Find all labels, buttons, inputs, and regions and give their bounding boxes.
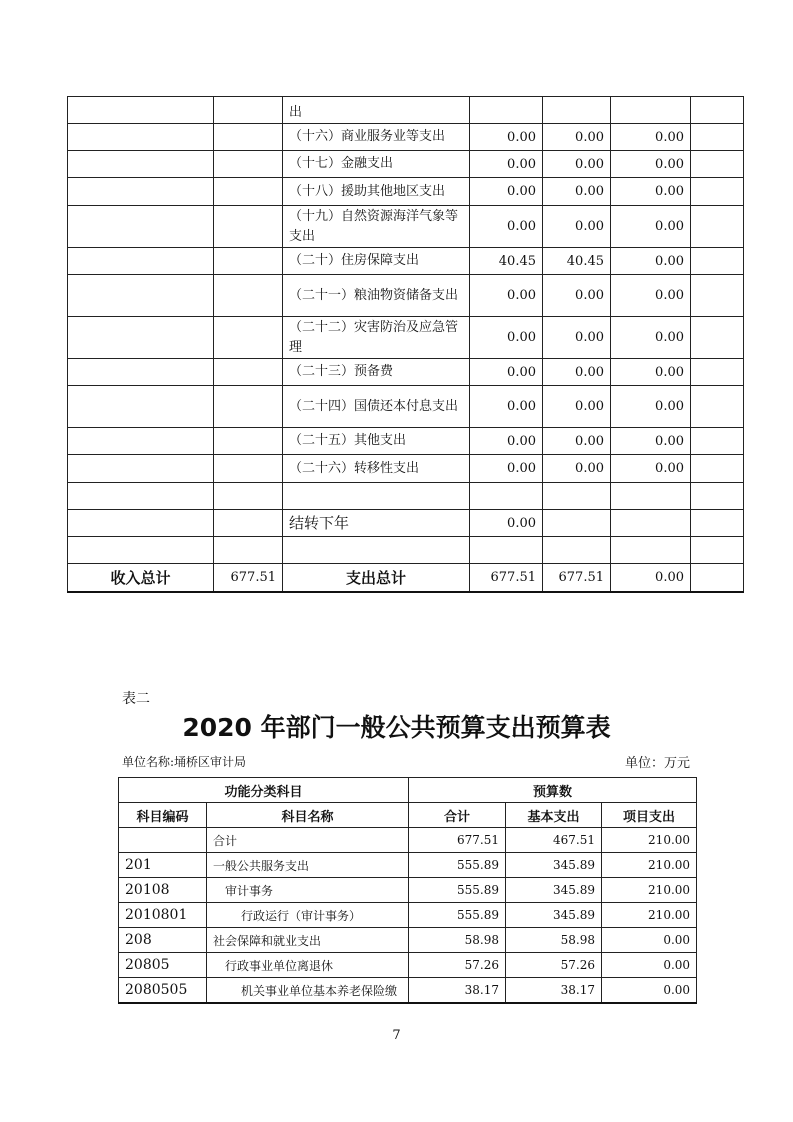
unit-label: 单位：万元 — [624, 756, 690, 771]
table-row: 208 社会保障和就业支出 58.98 58.98 0.00 — [119, 928, 697, 953]
expense-total-project: 0.00 — [611, 564, 691, 592]
col-header-basic: 基本支出 — [506, 803, 602, 828]
expense-item: 出 — [283, 97, 470, 124]
table-row: （十七）金融支出 0.00 0.00 0.00 — [68, 151, 744, 178]
table-row: （十六）商业服务业等支出 0.00 0.00 0.00 — [68, 124, 744, 151]
income-total-value: 677.51 — [214, 564, 283, 592]
income-total-label: 收入总计 — [68, 564, 214, 592]
table-row — [68, 97, 744, 124]
table-row: （二十五）其他支出 0.00 0.00 0.00 — [68, 428, 744, 455]
table-row — [68, 483, 744, 510]
expense-total-value: 677.51 — [470, 564, 543, 592]
budget-body — [119, 778, 697, 1004]
expense-item: （二十三）预备费 — [283, 359, 470, 386]
table-row: （十八）援助其他地区支出 0.00 0.00 0.00 — [68, 178, 744, 206]
page-title: 2020 年部门一般公共预算支出预算表 — [182, 713, 611, 742]
table-row: （二十）住房保障支出 40.45 40.45 0.00 — [68, 248, 744, 275]
expense-item: （十六）商业服务业等支出 — [283, 124, 470, 151]
expense-item: （十八）援助其他地区支出 — [283, 178, 470, 206]
header-group-row — [119, 778, 697, 803]
table-row: （二十三）预备费 0.00 0.00 0.00 — [68, 359, 744, 386]
expense-item: （二十四）国债还本付息支出 — [283, 386, 470, 428]
unit-name: 单位名称:埇桥区审计局 — [122, 755, 247, 769]
table-row: 2080505 机关事业单位基本养老保险缴 38.17 38.17 0.00 — [119, 978, 697, 1004]
col-header-code: 科目编码 — [119, 803, 207, 828]
table-row: （十九）自然资源海洋气象等支出 0.00 0.00 0.00 — [68, 206, 744, 248]
carryover-label: 结转下年 — [283, 510, 470, 537]
income-expense-table — [67, 96, 744, 593]
income-expense-body — [68, 97, 744, 592]
table-row: （二十二）灾害防治及应急管理 0.00 0.00 0.00 — [68, 317, 744, 359]
expense-item: （二十）住房保障支出 — [283, 248, 470, 275]
table-row: 合计 677.51 467.51 210.00 — [119, 828, 697, 853]
table-row — [68, 537, 744, 564]
col-header-name: 科目名称 — [207, 803, 409, 828]
expense-total-basic: 677.51 — [543, 564, 611, 592]
expense-item: （二十六）转移性支出 — [283, 455, 470, 483]
group-header-functional: 功能分类科目 — [119, 778, 409, 803]
table-caption: 表二 — [122, 691, 150, 707]
col-header-total: 合计 — [409, 803, 506, 828]
table-row: 201 一般公共服务支出 555.89 345.89 210.00 — [119, 853, 697, 878]
budget-expenditure-table — [118, 777, 697, 1004]
header-row — [119, 803, 697, 828]
col-header-project: 项目支出 — [602, 803, 697, 828]
page-number: 7 — [392, 1028, 401, 1043]
expense-item: （二十二）灾害防治及应急管理 — [283, 317, 470, 359]
expense-item: （二十五）其他支出 — [283, 428, 470, 455]
group-header-budget: 预算数 — [409, 778, 697, 803]
expense-item: （十九）自然资源海洋气象等支出 — [283, 206, 470, 248]
table-row: 20108 审计事务 555.89 345.89 210.00 — [119, 878, 697, 903]
table-row: （二十一）粮油物资储备支出 0.00 0.00 0.00 — [68, 275, 744, 317]
table-row — [68, 510, 744, 537]
total-row — [68, 564, 744, 592]
carryover-value: 0.00 — [470, 510, 543, 537]
table-row: 20805 行政事业单位离退休 57.26 57.26 0.00 — [119, 953, 697, 978]
table-row: 2010801 行政运行（审计事务） 555.89 345.89 210.00 — [119, 903, 697, 928]
expense-item: （二十一）粮油物资储备支出 — [283, 275, 470, 317]
expense-total-label: 支出总计 — [283, 564, 470, 592]
expense-item: （十七）金融支出 — [283, 151, 470, 178]
table-row: （二十四）国债还本付息支出 0.00 0.00 0.00 — [68, 386, 744, 428]
table-row: （二十六）转移性支出 0.00 0.00 0.00 — [68, 455, 744, 483]
